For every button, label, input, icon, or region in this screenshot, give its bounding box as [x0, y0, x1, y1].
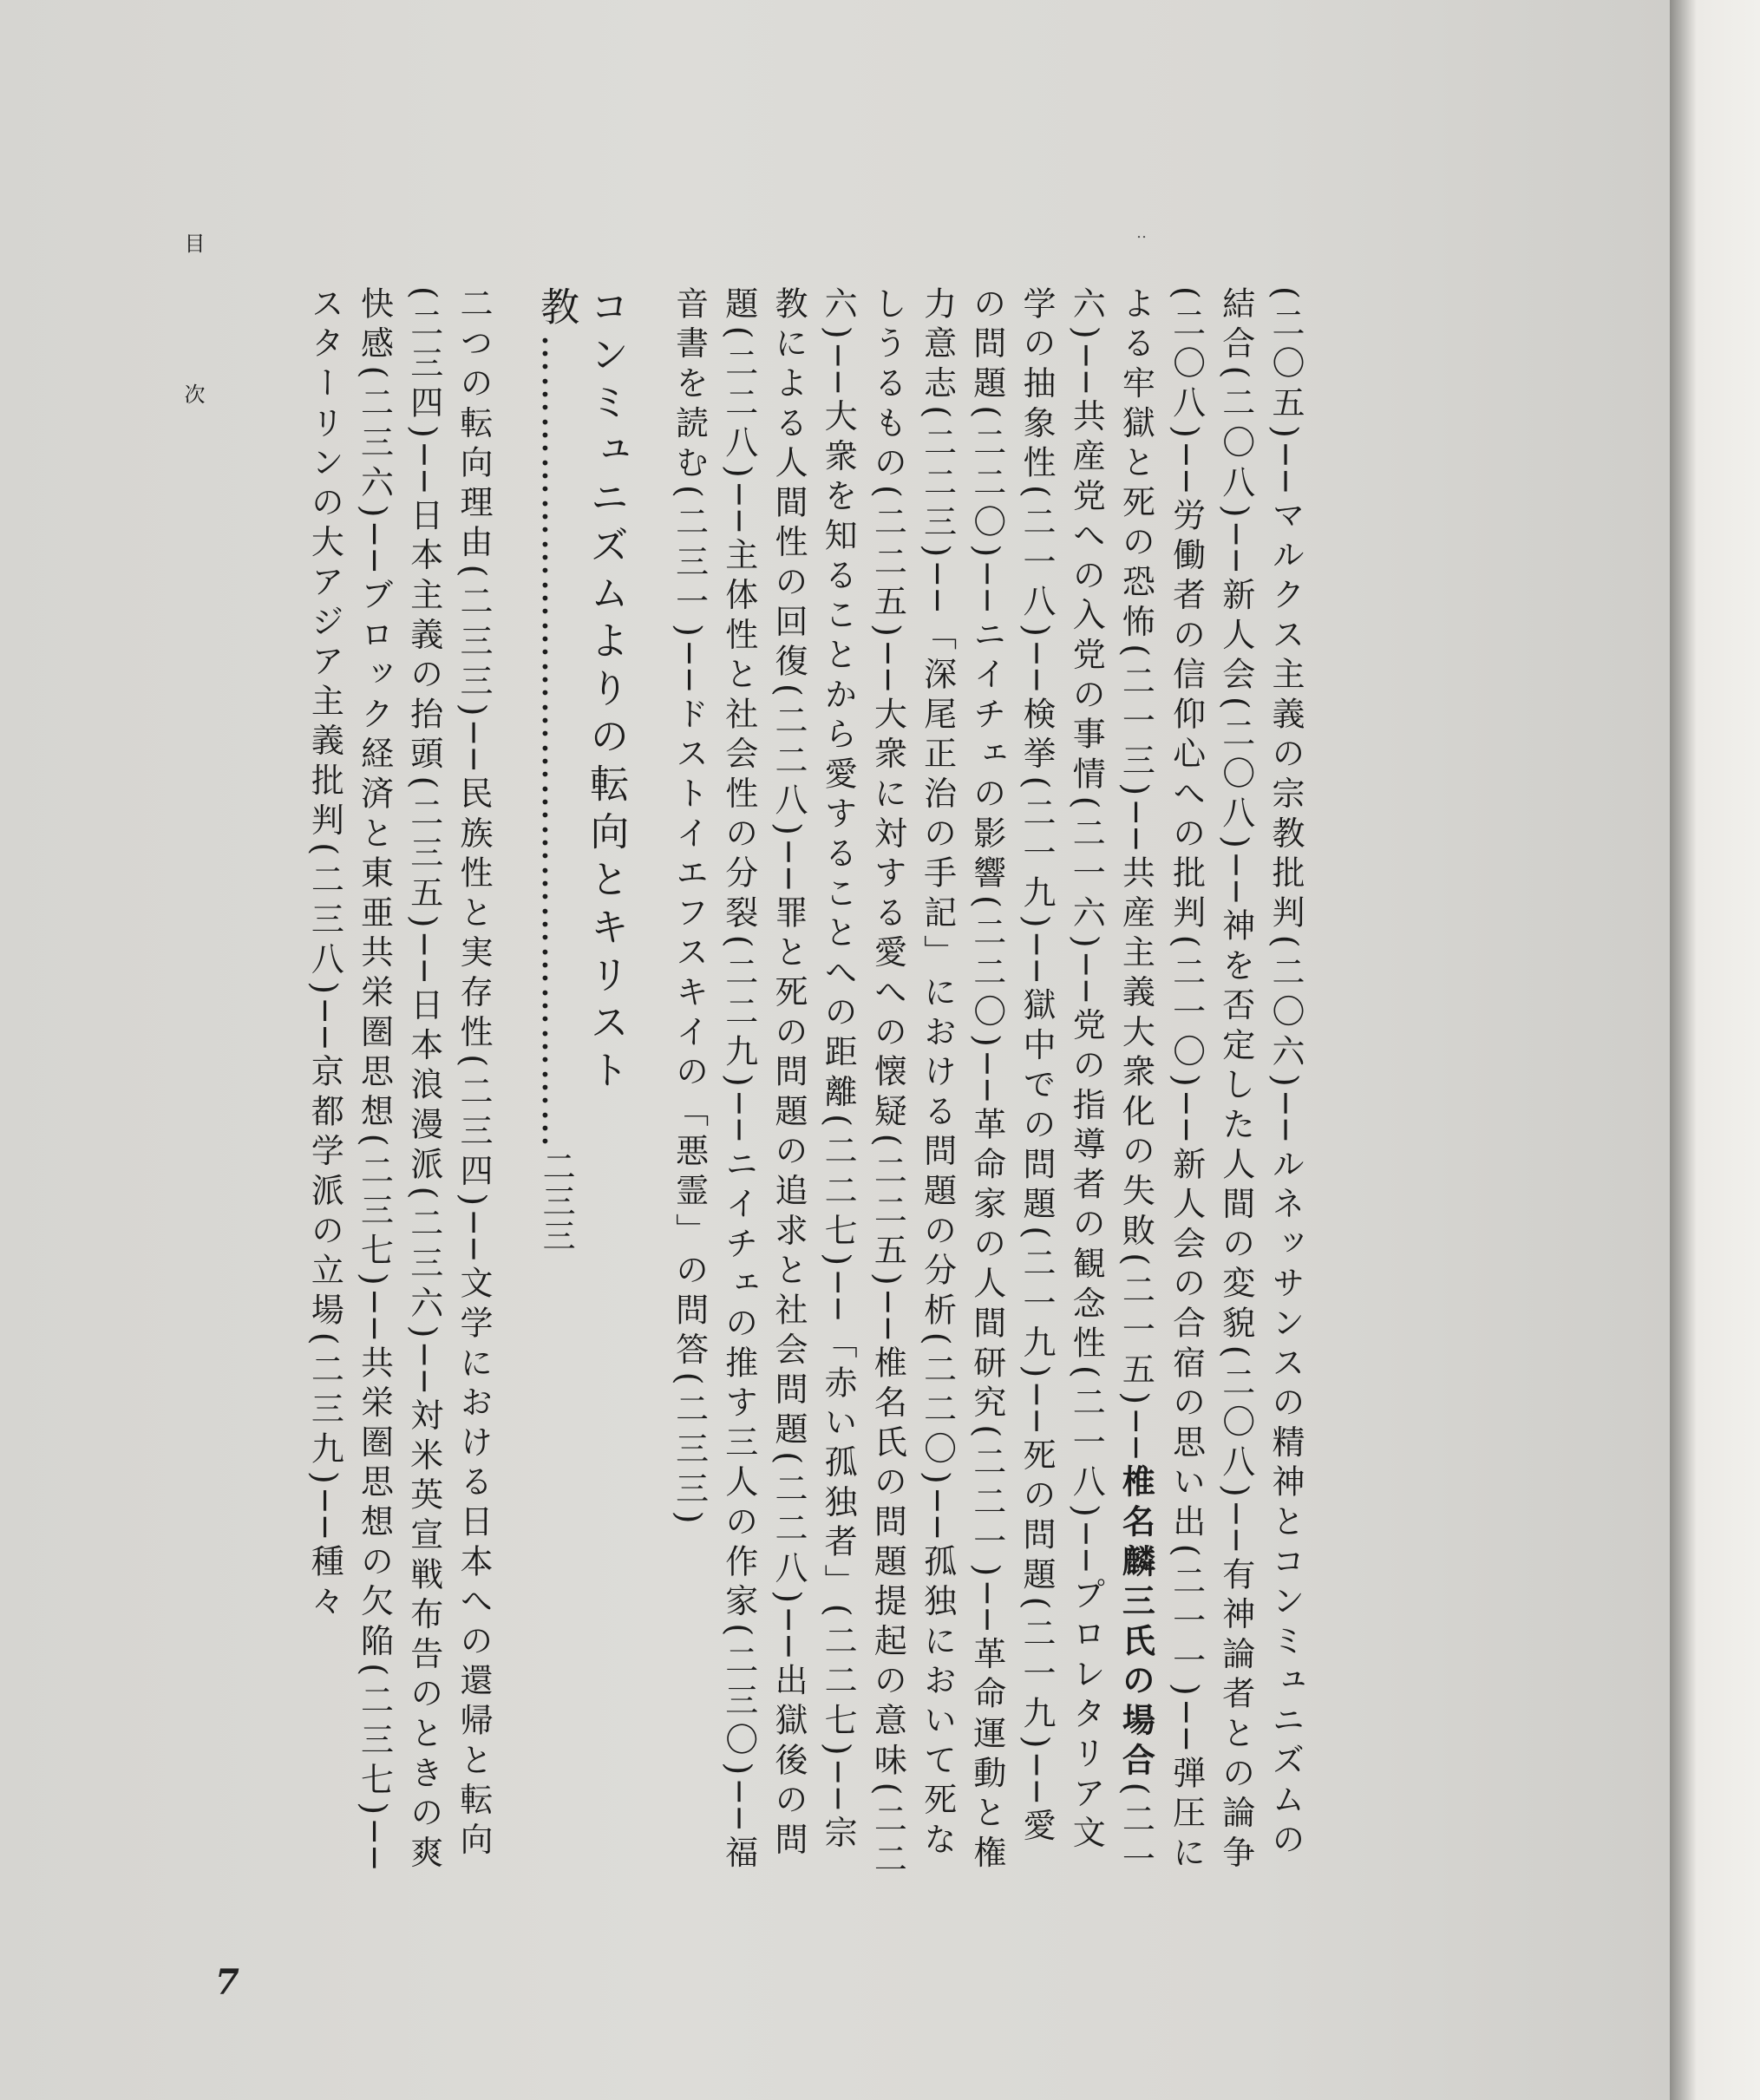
toc-entry-continued	[664, 286, 1310, 1882]
chapter-heading	[531, 286, 631, 1882]
facing-page-edge	[1670, 0, 1760, 2100]
toc-text-2: (二一六)──共産党への入党の事情(二一六)──党の指導者の観念性(二一八)──プロレタリア文学の抽象性(二一八)──検挙(二一九)──獄中での問題(二一九)──死の問題(二一九)──愛の問題(二二〇)──ニイチェの影響(二二〇)──革命家の人間研究(二二一)──革命運動と権力意志(二二三)──「深尾正治の手記」における問題の分析(二二〇)──孤独において死なしうるもの(二二五)──大衆に対する愛への懐疑(二二五)──椎名氏の問題提起の意味(二二六)──大衆を知ることから愛することへの距離(二二七)──「赤い孤独者」(二二七)──宗教による人間性の回復(二二八)──罪と死の問題の追求と社会問題(二二八)──出獄後の問題(二二八)──主体性と社会性の分裂(二二九)──ニイチェの推す三人の作家(二三〇)──福音書を読む(二三一)──ドストイエフスキイの「悪霊」の問答(二三三)	[670, 286, 1155, 1881]
toc-text: (二〇五)──マルクス主義の宗教批判(二〇六)──ルネッサンスの精神とコンミュニズムの結合(二〇八)──新人会(二〇八)──神を否定した人間の変貌(二〇八)──有神論者との論争(二〇八)──労働者の信仰心への批判(二一〇)──新人会の合宿の思い出(二一一)──弾圧による牢獄と死の恐怖(二一三)──共産主義大衆化の失敗(二一五)──	[1116, 286, 1305, 1875]
chapter-contents: 二つの転向理由(二三三)──民族性と実存性(二三四)──文学における日本への還帰と転向(二三四)──日本主義の抬頭(二三五)──日本浪漫派(二三六)──対米英宣戦布告のときの爽快感(二三六)──ブロック経済と東亜共栄圏思想(二三七)──共栄圏思想の欠陥(二三七)──スターリンの大アジア主義批判(二三八)──京都学派の立場(二三九)──種々	[305, 286, 493, 1875]
chapter-leader: ……………………………………………………	[533, 334, 580, 1149]
page-mark: ‥	[1136, 224, 1151, 242]
page-number: 7	[215, 1962, 239, 2003]
toc-bold-heading: 椎名麟三氏の場合	[1116, 1464, 1156, 1783]
running-head: 目次	[180, 232, 205, 534]
chapter-page-ref: 二三三	[537, 1149, 576, 1253]
chapter-title: コンミュニズムよりの転向とキリスト教	[533, 286, 630, 1097]
table-of-contents	[252, 286, 1310, 1882]
